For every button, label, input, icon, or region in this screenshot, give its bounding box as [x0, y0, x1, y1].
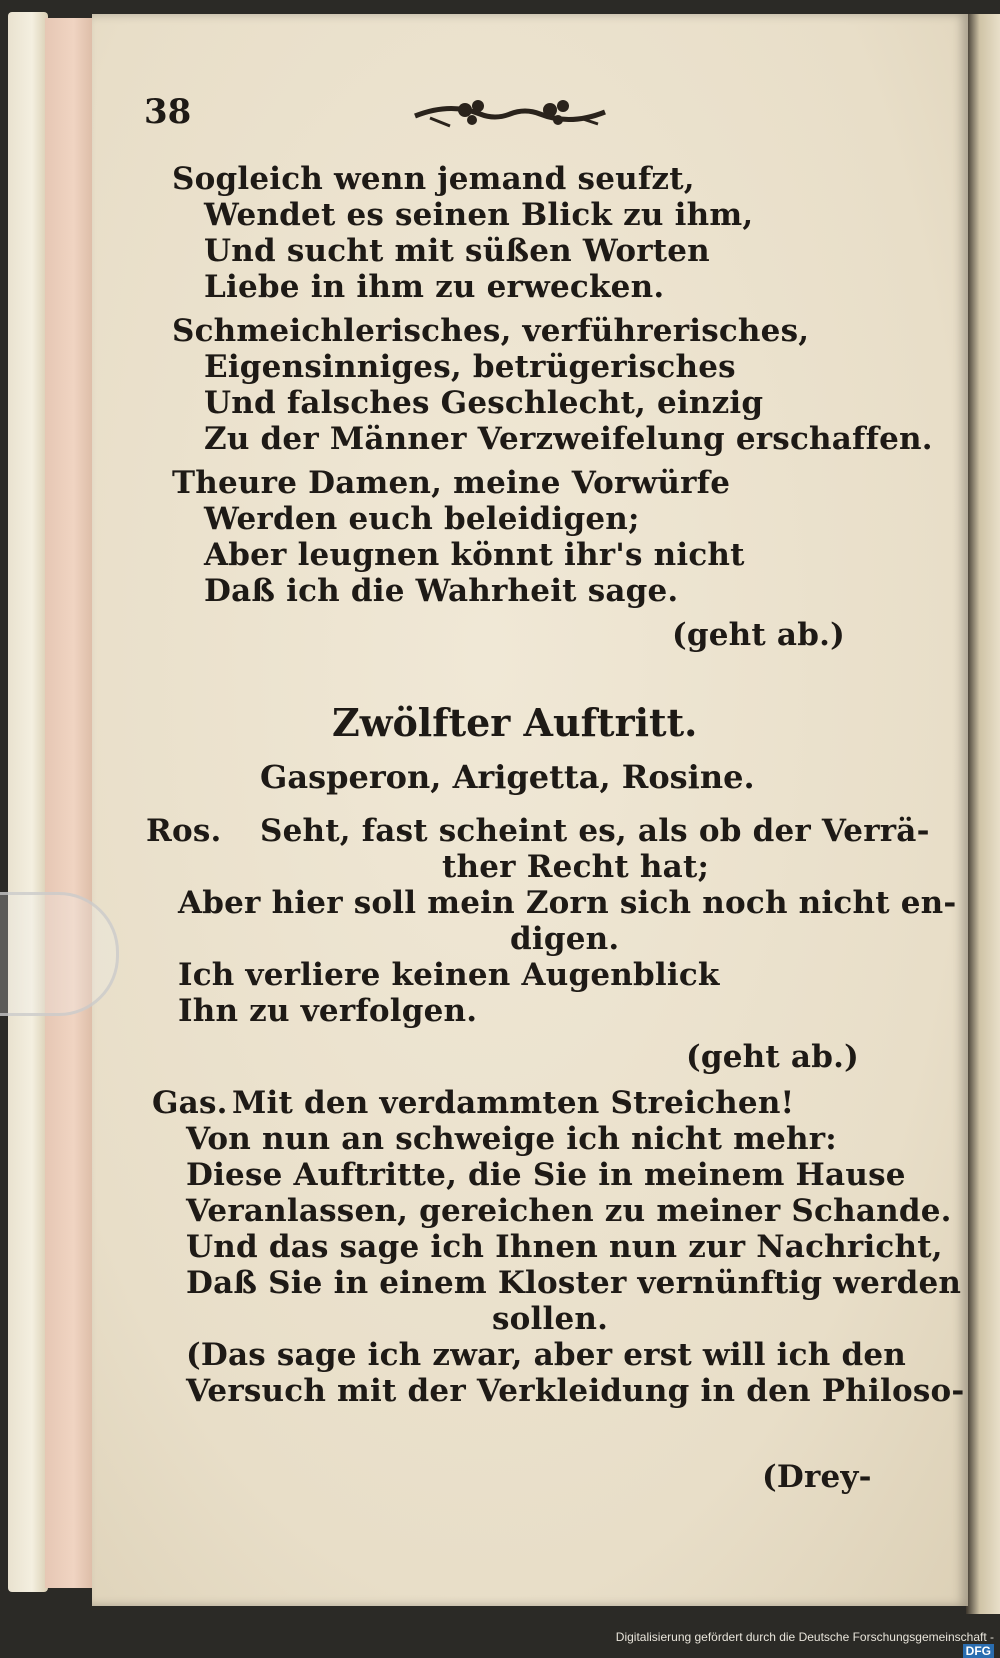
verse-line: Eigensinniges, betrügerisches	[204, 349, 736, 385]
stage-direction: (geht ab.)	[672, 617, 845, 653]
page-clip	[0, 892, 119, 1016]
scene-title: Zwölfter Auftritt.	[332, 700, 698, 745]
speaker-label: Gas.	[152, 1085, 228, 1121]
scene-cast: Gasperon, Arigetta, Rosine.	[260, 758, 755, 796]
verse-line: Aber leugnen könnt ihr's nicht	[204, 537, 745, 573]
verse-line: Werden euch beleidigen;	[204, 501, 640, 537]
book-edge	[8, 12, 48, 1592]
digitization-credit	[612, 1630, 1000, 1658]
verse-line: Sogleich wenn jemand seufzt,	[172, 161, 695, 197]
page-text	[92, 14, 968, 1606]
book-page	[92, 14, 968, 1606]
stage-direction: (geht ab.)	[686, 1039, 859, 1075]
floral-vignette-icon	[410, 96, 610, 134]
dfg-logo: DFG	[963, 1644, 994, 1658]
speech-line: Versuch mit der Verkleidung in den Philoso-	[186, 1373, 965, 1409]
verse-line: Wendet es seinen Blick zu ihm,	[204, 197, 754, 233]
verse-line: Zu der Männer Verzweifelung erschaffen.	[204, 421, 933, 457]
speech-line: digen.	[510, 921, 620, 957]
speech-line: Ich verliere keinen Augenblick	[178, 957, 720, 993]
verse-line: Liebe in ihm zu erwecken.	[204, 269, 665, 305]
speech-line: Veranlassen, gereichen zu meiner Schande.	[186, 1193, 952, 1229]
speaker-label: Ros.	[146, 813, 222, 849]
verse-line: Und sucht mit süßen Worten	[204, 233, 710, 269]
verse-line: Und falsches Geschlecht, einzig	[204, 385, 764, 421]
speech-line: Und das sage ich Ihnen nun zur Nachricht,	[186, 1229, 943, 1265]
verse-line: Theure Damen, meine Vorwürfe	[172, 465, 731, 501]
speech-line: Seht, fast scheint es, als ob der Verrä-	[260, 813, 930, 849]
speech-line: Daß Sie in einem Kloster vernünftig werden	[186, 1265, 962, 1301]
page-number: 38	[144, 92, 192, 132]
speech-line: Aber hier soll mein Zorn sich noch nicht en-	[178, 885, 957, 921]
right-gutter	[966, 14, 1000, 1614]
speech-line: sollen.	[492, 1301, 609, 1337]
speech-line: Diese Auftritte, die Sie in meinem Hause	[186, 1157, 906, 1193]
speech-line: Von nun an schweige ich nicht mehr:	[186, 1121, 837, 1157]
verse-line: Schmeichlerisches, verführerisches,	[172, 313, 810, 349]
speech-line: Mit den verdammten Streichen!	[232, 1085, 795, 1121]
speech-line: Ihn zu verfolgen.	[178, 993, 478, 1029]
verse-line: Daß ich die Wahrheit sage.	[204, 573, 679, 609]
catchword: (Drey-	[762, 1459, 872, 1495]
speech-line: (Das sage ich zwar, aber erst will ich den	[186, 1337, 906, 1373]
speech-line: ther Recht hat;	[442, 849, 710, 885]
credit-text: Digitalisierung gefördert durch die Deutsche Forschungsgemeinschaft -	[615, 1630, 994, 1644]
page-fore-edge	[45, 18, 97, 1588]
